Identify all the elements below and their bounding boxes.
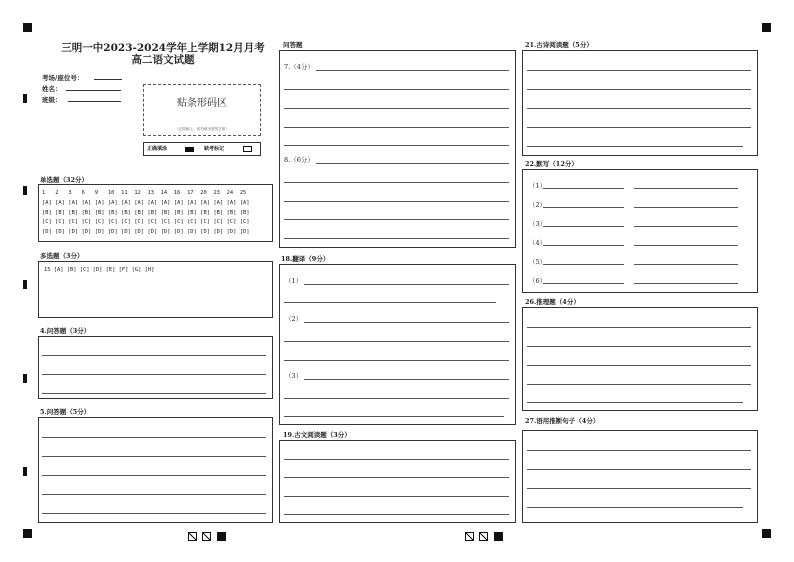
answer-bubble[interactable]: [B] (213, 210, 224, 216)
side-mark (23, 280, 27, 289)
answer-bubble[interactable]: [B] (239, 210, 250, 216)
answer-bubble[interactable]: [C] (121, 219, 131, 225)
answer-line (634, 245, 738, 246)
question-number: 23 (213, 190, 220, 196)
q4-title: 4.问答题（3分） (40, 327, 91, 335)
question-number: 2 (55, 190, 59, 196)
answer-bubble[interactable]: [C] (68, 219, 79, 225)
answer-bubble[interactable]: [D] (94, 229, 105, 235)
barcode-title: 贴条形码区 (177, 98, 227, 109)
single-choice-row-c[interactable] (42, 219, 253, 225)
answer-line (543, 283, 624, 284)
answer-line (634, 264, 738, 265)
answer-bubble[interactable]: [A] (121, 200, 131, 206)
answer-bubble[interactable]: [B] (107, 210, 118, 216)
correct-fill-sample (185, 147, 194, 152)
q18-answer-box[interactable] (279, 264, 516, 425)
answer-line (42, 494, 266, 495)
answer-bubble[interactable]: [B] (147, 210, 158, 216)
answer-bubble[interactable]: [D] (160, 229, 171, 235)
answer-line (543, 245, 624, 246)
answer-bubble[interactable]: [A] (94, 200, 105, 206)
answer-line (527, 384, 751, 385)
question-number: 1 (42, 190, 46, 196)
multi-choice-title: 多选题（3分） (40, 252, 84, 260)
answer-line (284, 459, 509, 460)
answer-bubble[interactable]: [C] (226, 219, 237, 225)
multi-choice-options[interactable]: 15 [A] [B] [C] [D] [E] [F] [G] [H] (44, 267, 155, 273)
answer-bubble[interactable]: [A] (187, 200, 197, 206)
answer-line (527, 70, 751, 71)
answer-bubble[interactable]: [A] (42, 200, 52, 206)
answer-line (316, 163, 509, 164)
answer-bubble[interactable]: [D] (42, 229, 52, 235)
q21-answer-box[interactable] (522, 50, 758, 156)
answer-bubble[interactable]: [C] (173, 219, 184, 225)
page-check-mark (202, 532, 211, 541)
side-mark (23, 467, 27, 476)
answer-line (527, 89, 751, 90)
answer-bubble[interactable]: [D] (107, 229, 118, 235)
answer-bubble[interactable]: [B] (200, 210, 210, 216)
answer-line (316, 70, 509, 71)
answer-line (284, 108, 509, 109)
question-number: 10 (107, 190, 115, 196)
answer-bubble[interactable]: [B] (81, 210, 92, 216)
q22-item-6: （6） (529, 277, 547, 285)
answer-bubble[interactable]: [B] (121, 210, 131, 216)
answer-line (634, 188, 738, 189)
q5-answer-box[interactable] (38, 417, 273, 523)
answer-bubble[interactable]: [D] (187, 229, 197, 235)
answer-line (42, 456, 266, 457)
answer-bubble[interactable]: [C] (81, 219, 92, 225)
answer-bubble[interactable]: [C] (55, 219, 65, 225)
registration-mark-top-right (762, 23, 771, 32)
answer-bubble[interactable]: [A] (55, 200, 65, 206)
q19-title: 19.古文阅读题（3分） (283, 431, 351, 439)
exam-seat-label: 考场/座位号： (42, 74, 84, 82)
answer-bubble[interactable]: [B] (187, 210, 197, 216)
side-mark (23, 374, 27, 383)
answer-bubble[interactable]: [A] (107, 200, 118, 206)
answer-line (527, 402, 743, 403)
answer-bubble[interactable]: [C] (187, 219, 197, 225)
answer-line (527, 327, 751, 328)
exam-title: 三明一中2023-2024学年上学期12月月考 (61, 42, 265, 54)
q7-label: 7.（4分） (284, 63, 314, 71)
answer-bubble[interactable]: [B] (226, 210, 237, 216)
barcode-note: （正面朝上，切勿贴出虚线方框） (175, 127, 229, 131)
side-mark (23, 186, 27, 195)
answer-line (284, 201, 509, 202)
answer-bubble[interactable]: [A] (81, 200, 92, 206)
answer-bubble[interactable]: [B] (160, 210, 171, 216)
q22-item-1: （1） (529, 182, 547, 190)
answer-line (527, 450, 751, 451)
answer-line (543, 207, 624, 208)
answer-bubble[interactable]: [C] (200, 219, 210, 225)
answer-line (284, 219, 509, 220)
answer-bubble[interactable]: [A] (239, 200, 250, 206)
class-label: 班级： (42, 96, 62, 104)
q18-item-1: （1） (285, 277, 303, 285)
answer-line (42, 374, 266, 375)
single-choice-title: 单选题（32分） (40, 176, 89, 184)
page-mark (217, 532, 226, 541)
answer-line (284, 302, 496, 303)
page-check-mark (479, 532, 488, 541)
answer-bubble[interactable]: [C] (134, 219, 145, 225)
barcode-area (143, 84, 261, 136)
answer-line (284, 514, 509, 515)
answer-bubble[interactable]: [A] (147, 200, 158, 206)
answer-line (284, 127, 509, 128)
q5-title: 5.问答题（5分） (40, 408, 91, 416)
question-number: 24 (226, 190, 234, 196)
answer-bubble[interactable]: [C] (107, 219, 118, 225)
answer-bubble[interactable]: [C] (42, 219, 52, 225)
question-number: 6 (81, 190, 85, 196)
registration-mark-top-left (23, 23, 32, 32)
answer-bubble[interactable]: [D] (239, 229, 250, 235)
question-number: 20 (200, 190, 207, 196)
answer-line (284, 89, 509, 90)
answer-bubble[interactable]: [A] (68, 200, 79, 206)
answer-line (543, 188, 624, 189)
answer-bubble[interactable]: [B] (94, 210, 105, 216)
correct-fill-label: 正确填涂 (147, 146, 168, 152)
answer-line (304, 379, 509, 380)
answer-line (527, 146, 743, 147)
answer-bubble[interactable]: [D] (55, 229, 65, 235)
answer-bubble[interactable]: [A] (200, 200, 210, 206)
q27-answer-box[interactable] (522, 430, 758, 523)
answer-bubble[interactable]: [A] (160, 200, 171, 206)
page-check-mark (188, 532, 197, 541)
q22-item-2: （2） (529, 201, 547, 209)
answer-bubble[interactable]: [D] (121, 229, 131, 235)
answer-line (42, 393, 266, 394)
q18-item-3: （3） (285, 372, 303, 380)
answer-line (284, 416, 504, 417)
q22-item-3: （3） (529, 220, 547, 228)
absent-mark-box[interactable] (243, 146, 252, 152)
answer-bubble[interactable]: [D] (134, 229, 145, 235)
q19-answer-box[interactable] (279, 440, 516, 523)
q18-item-2: （2） (285, 315, 303, 323)
q22-item-4: （4） (529, 239, 547, 247)
answer-line (284, 398, 509, 399)
name-label: 姓名： (42, 85, 62, 93)
question-number: 12 (134, 190, 141, 196)
answer-line (284, 477, 509, 478)
answer-bubble[interactable]: [C] (239, 219, 250, 225)
answer-bubble[interactable]: [D] (213, 229, 224, 235)
answer-bubble[interactable]: [C] (213, 219, 224, 225)
answer-line (527, 108, 751, 109)
registration-mark-bottom-right (762, 529, 771, 538)
answer-line (42, 513, 266, 514)
question-number: 17 (187, 190, 194, 196)
answer-bubble[interactable]: [B] (55, 210, 65, 216)
class-field[interactable] (68, 101, 121, 102)
answer-line (634, 207, 738, 208)
single-choice-row-b[interactable] (42, 210, 253, 216)
registration-mark-bottom-left (23, 529, 32, 538)
answer-bubble[interactable]: [D] (173, 229, 184, 235)
answer-line (527, 127, 751, 128)
answer-line (304, 284, 509, 285)
absent-mark-label: 缺考标记 (204, 146, 225, 152)
question-number: 14 (160, 190, 168, 196)
answer-line (42, 437, 266, 438)
answer-bubble[interactable]: [D] (68, 229, 79, 235)
answer-bubble[interactable]: [D] (200, 229, 210, 235)
question-number: 25 (239, 190, 247, 196)
fill-legend (143, 142, 261, 156)
answer-bubble[interactable]: [D] (147, 229, 158, 235)
answer-bubble[interactable]: [A] (226, 200, 237, 206)
q22-item-5: （5） (529, 258, 547, 266)
answer-bubble[interactable]: [A] (134, 200, 145, 206)
question-number: 9 (94, 190, 98, 196)
answer-bubble[interactable]: [C] (94, 219, 105, 225)
answer-bubble[interactable]: [B] (42, 210, 52, 216)
answer-line (527, 469, 751, 470)
answer-line (527, 507, 743, 508)
answer-bubble[interactable]: [D] (81, 229, 92, 235)
answer-line (527, 488, 751, 489)
page-check-mark (465, 532, 474, 541)
q26-title: 26.推理题（4分） (525, 298, 580, 306)
single-choice-row-a[interactable] (42, 200, 253, 206)
answer-line (527, 365, 751, 366)
answer-line (304, 322, 509, 323)
answer-bubble[interactable]: [D] (226, 229, 237, 235)
answer-bubble[interactable]: [B] (173, 210, 184, 216)
q8-label: 8.（6分） (284, 156, 314, 164)
answer-line (543, 226, 624, 227)
answer-bubble[interactable]: [A] (213, 200, 224, 206)
answer-line (284, 238, 509, 239)
side-mark (23, 94, 27, 103)
answer-line (284, 341, 509, 342)
answer-bubble[interactable]: [A] (173, 200, 184, 206)
answer-bubble[interactable]: [C] (147, 219, 158, 225)
question-number: 3 (68, 190, 72, 196)
answer-line (284, 182, 509, 183)
question-number: 13 (147, 190, 154, 196)
q26-answer-box[interactable] (522, 307, 758, 411)
answer-line (543, 264, 624, 265)
exam-seat-field[interactable] (94, 79, 122, 80)
answer-line (42, 355, 266, 356)
single-choice-numbers (42, 190, 253, 196)
qa-section-title: 问答题 (283, 41, 303, 49)
answer-line (42, 475, 266, 476)
answer-line (284, 145, 509, 146)
name-field[interactable] (66, 90, 121, 91)
answer-line (284, 496, 509, 497)
page-mark (494, 532, 503, 541)
answer-line (527, 346, 751, 347)
answer-line (284, 360, 509, 361)
q4-answer-box[interactable] (38, 336, 273, 399)
q21-title: 21.古诗阅读题（5分） (525, 41, 593, 49)
answer-bubble[interactable]: [C] (160, 219, 171, 225)
q22-title: 22.默写（12分） (525, 160, 578, 168)
single-choice-row-d[interactable] (42, 229, 253, 235)
answer-bubble[interactable]: [B] (68, 210, 79, 216)
exam-subtitle: 高二语文试题 (131, 54, 195, 66)
answer-bubble[interactable]: [B] (134, 210, 145, 216)
q18-title: 18.翻译（9分） (281, 255, 330, 263)
answer-line (634, 226, 738, 227)
answer-line (634, 283, 738, 284)
q27-title: 27.语用推断句子（4分） (525, 417, 600, 425)
question-number: 16 (173, 190, 181, 196)
question-number: 11 (121, 190, 128, 196)
